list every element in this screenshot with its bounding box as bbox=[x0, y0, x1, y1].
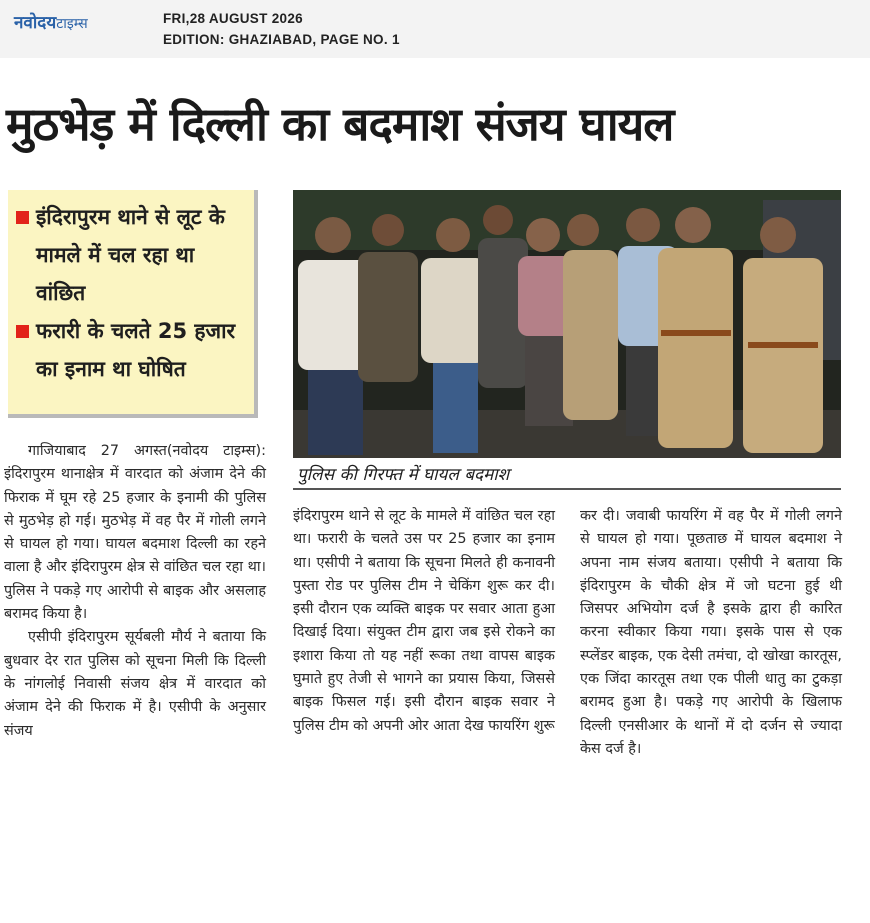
highlight-item bbox=[14, 198, 246, 312]
article-headline: मुठभेड़ में दिल्ली का बदमाश संजय घायल bbox=[6, 97, 674, 151]
news-photo bbox=[293, 190, 841, 458]
logo-sub: टाइम्स bbox=[56, 16, 88, 32]
red-square-bullet-icon bbox=[16, 211, 29, 224]
article-column-3 bbox=[580, 505, 842, 761]
article-column-2 bbox=[293, 505, 555, 738]
article-paragraph: कर दी। जवाबी फायरिंग में वह पैर में गोली लगने से घायल हो गया। पूछताछ में घायल बदमाश ने अपना नाम संजय बताया। एसीपी ने बताया कि इंदिरापुरम के चौकी क्षेत्र में जो घटना हुई थी जिसपर अभियोग दर्ज है इसके द्वारा ही कारित करना स्वीकार किया गया। इसके पास से एक स्प्लेंडर बाइक, एक देसी तमंचा, दो खोखा कारतूस, एक जिंदा कारतूस तथा एक पीली धातु का टुकड़ा बरामद हुआ है। पकड़े गए आरोपी के खिलाफ दिल्ली एनसीआर के थानों में दो दर्जन से ज्यादा केस दर्ज है। bbox=[580, 508, 842, 757]
edition-info bbox=[163, 8, 400, 50]
highlights-box bbox=[8, 190, 258, 418]
photo-caption: पुलिस की गिरफ्त में घायल बदमाश bbox=[293, 460, 841, 490]
police-group-photo bbox=[293, 190, 841, 458]
date-line: FRI,28 AUGUST 2026 bbox=[163, 11, 303, 26]
article-paragraph: गाजियाबाद 27 अगस्त(नवोदय टाइम्स): इंदिरापुरम थानाक्षेत्र में वारदात को अंजाम देने की फिराक में घूम रहे 25 हजार के इनामी की पुलिस से मुठभेड़ हो गई। मुठभेड़ में वह पैर में गोली लगने से घायल हो गया। घायल बदमाश दिल्ली का रहने वाला है और इंदिरापुरम क्षेत्र से वांछित चल रहा था। पुलिस ने पकड़े गए आरोपी से बाइक और असलाह बरामद किया है। bbox=[4, 443, 266, 623]
red-square-bullet-icon bbox=[16, 325, 29, 338]
newspaper-logo bbox=[14, 10, 88, 33]
highlight-text: इंदिरापुरम थाने से लूट के मामले में चल रहा था वांछित bbox=[36, 205, 225, 305]
masthead-bar bbox=[0, 0, 870, 58]
highlight-text: फरारी के चलते 25 हजार का इनाम था घोषित bbox=[36, 319, 236, 381]
article-paragraph: एसीपी इंदिरापुरम सूर्यबली मौर्य ने बताया कि बुधवार देर रात पुलिस को सूचना मिली कि दिल्ली के नांगलोई निवासी संजय क्षेत्र में वारदात को अंजाम देने की फिराक में है। एसीपी के अनुसार संजय bbox=[4, 629, 266, 739]
article-paragraph: इंदिरापुरम थाने से लूट के मामले में वांछित चल रहा था। फरारी के चलते उस पर 25 हजार का इनाम था। एसीपी ने बताया कि सूचना मिलते ही कनावनी पुस्ता रोड पर पुलिस टीम ने चेकिंग शुरू कर दी। इसी दौरान एक व्यक्ति बाइक पर सवार आता हुआ दिखाई दिया। संयुक्त टीम द्वारा जब इसे रोकने का इशारा किया तो यह नहीं रूका तथा वापस बाइक घुमाते हुए तेजी से भागने का प्रयास किया, जिससे बाइक फिसल गई। इसी दौरान बाइक सवार ने पुलिस टीम को अपनी ओर आता देख फायरिंग शुरू bbox=[293, 508, 555, 734]
logo-main: नवोदय bbox=[14, 13, 57, 33]
highlight-item bbox=[14, 312, 246, 388]
article-column-1 bbox=[4, 440, 266, 743]
edition-line: EDITION: GHAZIABAD, PAGE NO. 1 bbox=[163, 32, 400, 47]
